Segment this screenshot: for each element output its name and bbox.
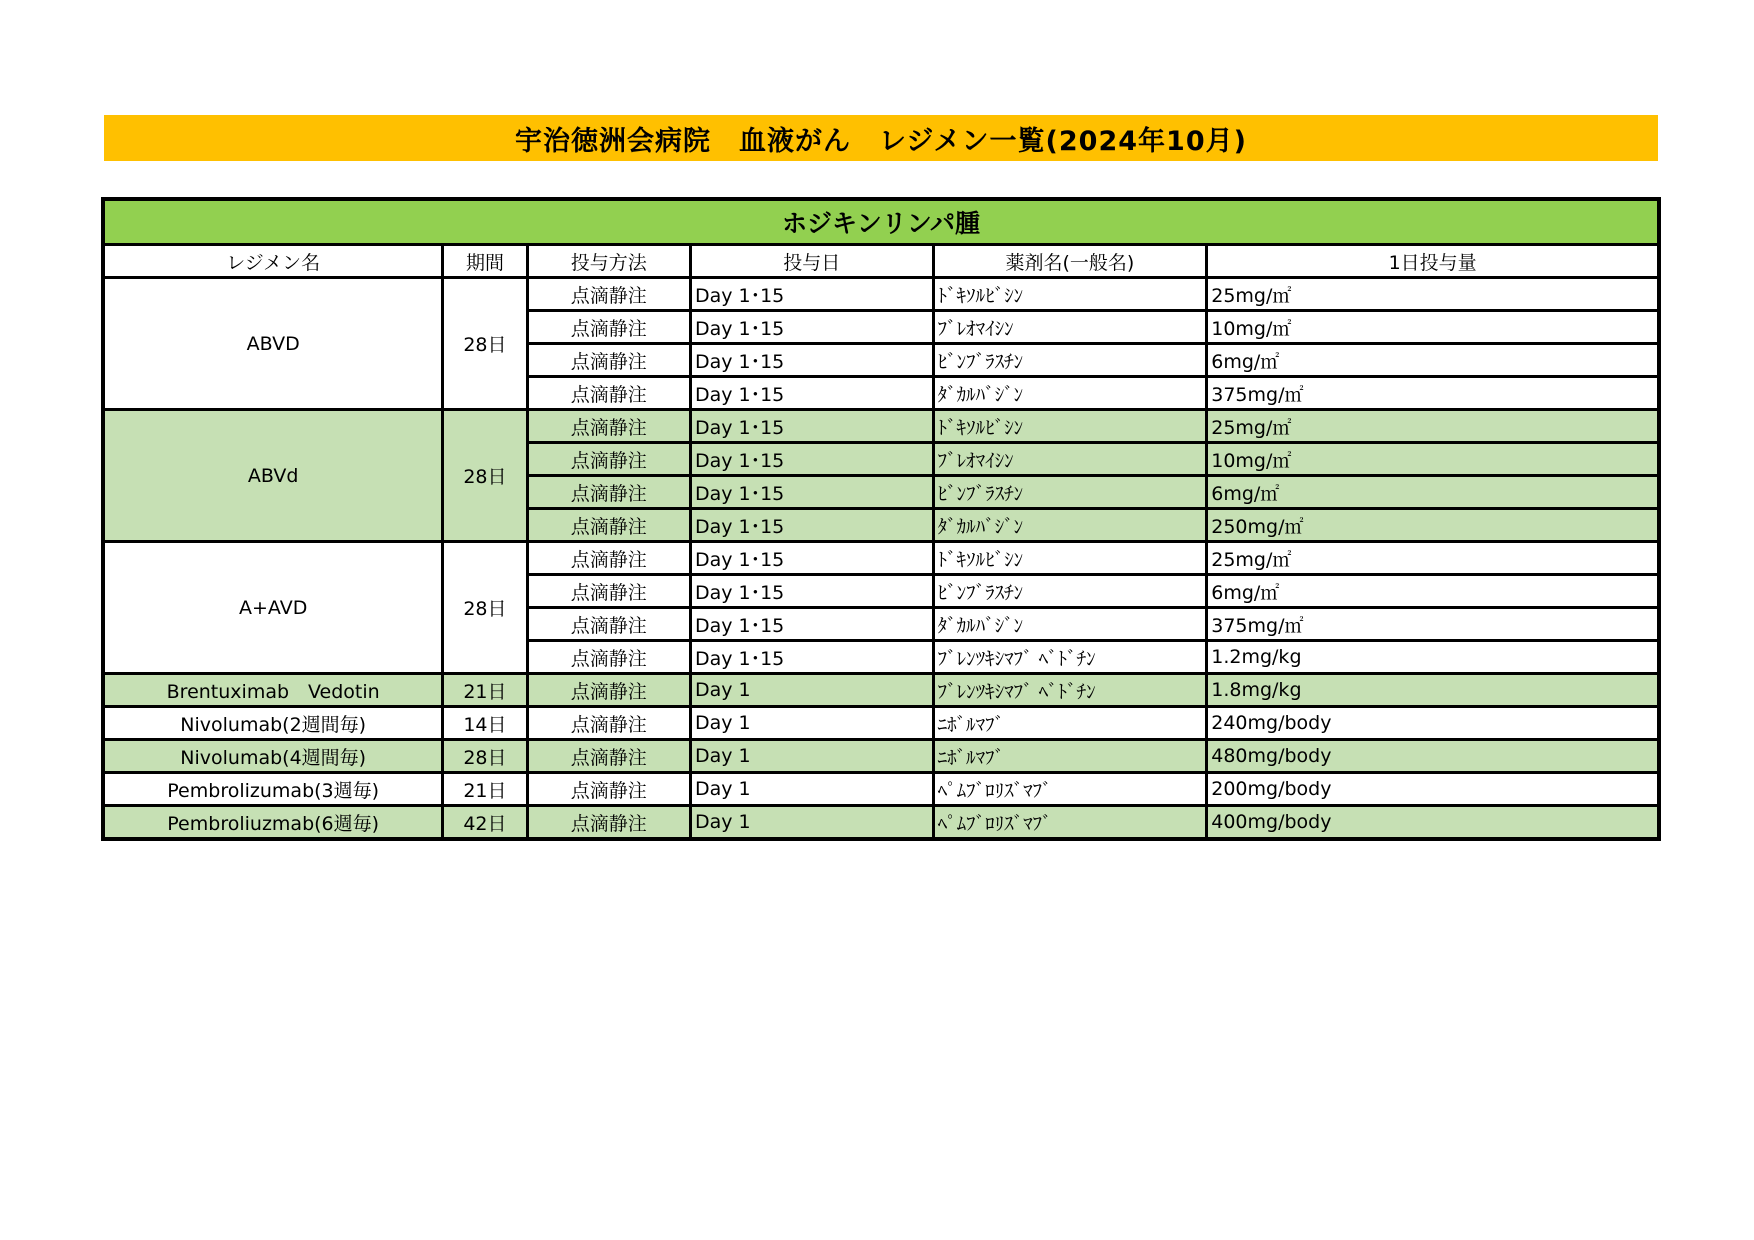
regimen-period: 28日 [443,278,527,410]
dose-cell: 6mg/㎡ [1207,344,1659,377]
dose-cell: 375mg/㎡ [1207,377,1659,410]
dose-cell: 25mg/㎡ [1207,542,1659,575]
route-cell: 点滴静注 [527,476,690,509]
dose-cell: 6mg/㎡ [1207,476,1659,509]
days-cell: Day 1･15 [690,476,933,509]
drug-cell: ﾄﾞｷｿﾙﾋﾞｼﾝ [933,278,1207,311]
days-cell: Day 1･15 [690,377,933,410]
drug-cell: ﾍﾟﾑﾌﾞﾛﾘｽﾞﾏﾌﾞ [933,773,1207,806]
days-cell: Day 1 [690,740,933,773]
regimen-table [101,197,1661,841]
dose-cell: 200mg/body [1207,773,1659,806]
days-cell: Day 1･15 [690,641,933,674]
drug-cell: ﾌﾞﾚﾝﾂｷｼﾏﾌﾞ ﾍﾞﾄﾞﾁﾝ [933,641,1207,674]
days-cell: Day 1･15 [690,575,933,608]
drug-cell: ﾀﾞｶﾙﾊﾞｼﾞﾝ [933,608,1207,641]
days-cell: Day 1･15 [690,344,933,377]
regimen-period: 28日 [443,410,527,542]
col-header-regimen: レジメン名 [103,245,443,278]
dose-cell: 250mg/㎡ [1207,509,1659,542]
page-title: 宇治徳洲会病院 血液がん レジメン一覧(2024年10月) [104,115,1658,161]
regimen-name: Nivolumab(2週間毎) [103,707,443,740]
drug-cell: ﾀﾞｶﾙﾊﾞｼﾞﾝ [933,377,1207,410]
route-cell: 点滴静注 [527,542,690,575]
drug-cell: ﾆﾎﾞﾙﾏﾌﾞ [933,707,1207,740]
drug-cell: ﾌﾞﾚｵﾏｲｼﾝ [933,443,1207,476]
route-cell: 点滴静注 [527,377,690,410]
drug-cell: ﾄﾞｷｿﾙﾋﾞｼﾝ [933,410,1207,443]
route-cell: 点滴静注 [527,278,690,311]
dose-cell: 6mg/㎡ [1207,575,1659,608]
dose-cell: 1.2mg/kg [1207,641,1659,674]
route-cell: 点滴静注 [527,707,690,740]
regimen-period: 28日 [443,740,527,773]
col-header-dose: 1日投与量 [1207,245,1659,278]
route-cell: 点滴静注 [527,575,690,608]
regimen-period: 21日 [443,674,527,707]
days-cell: Day 1 [690,773,933,806]
drug-cell: ﾋﾞﾝﾌﾞﾗｽﾁﾝ [933,575,1207,608]
table-row [103,278,1659,311]
route-cell: 点滴静注 [527,311,690,344]
regimen-name: Brentuximab Vedotin [103,674,443,707]
table-row [103,674,1659,707]
drug-cell: ﾀﾞｶﾙﾊﾞｼﾞﾝ [933,509,1207,542]
drug-cell: ﾋﾞﾝﾌﾞﾗｽﾁﾝ [933,344,1207,377]
drug-cell: ﾌﾞﾚﾝﾂｷｼﾏﾌﾞ ﾍﾞﾄﾞﾁﾝ [933,674,1207,707]
dose-cell: 400mg/body [1207,806,1659,840]
drug-cell: ﾍﾟﾑﾌﾞﾛﾘｽﾞﾏﾌﾞ [933,806,1207,840]
regimen-name: Nivolumab(4週間毎) [103,740,443,773]
dose-cell: 375mg/㎡ [1207,608,1659,641]
route-cell: 点滴静注 [527,509,690,542]
route-cell: 点滴静注 [527,641,690,674]
regimen-name: ABVD [103,278,443,410]
regimen-name: A+AVD [103,542,443,674]
col-header-route: 投与方法 [527,245,690,278]
dose-cell: 1.8mg/kg [1207,674,1659,707]
regimen-name: ABVd [103,410,443,542]
drug-cell: ﾄﾞｷｿﾙﾋﾞｼﾝ [933,542,1207,575]
drug-cell: ﾆﾎﾞﾙﾏﾌﾞ [933,740,1207,773]
regimen-period: 28日 [443,542,527,674]
dose-cell: 10mg/㎡ [1207,443,1659,476]
route-cell: 点滴静注 [527,740,690,773]
section-title: ホジキンリンパ腫 [103,199,1659,245]
days-cell: Day 1 [690,707,933,740]
dose-cell: 25mg/㎡ [1207,278,1659,311]
regimen-name: Pembrolizumab(3週毎) [103,773,443,806]
dose-cell: 480mg/body [1207,740,1659,773]
route-cell: 点滴静注 [527,806,690,840]
days-cell: Day 1･15 [690,608,933,641]
dose-cell: 25mg/㎡ [1207,410,1659,443]
table-row [103,773,1659,806]
days-cell: Day 1･15 [690,311,933,344]
days-cell: Day 1 [690,806,933,840]
regimen-period: 14日 [443,707,527,740]
days-cell: Day 1･15 [690,278,933,311]
col-header-drug: 薬剤名(一般名) [933,245,1207,278]
days-cell: Day 1 [690,674,933,707]
col-header-days: 投与日 [690,245,933,278]
col-header-period: 期間 [443,245,527,278]
table-row [103,542,1659,575]
table-row [103,740,1659,773]
route-cell: 点滴静注 [527,410,690,443]
regimen-period: 21日 [443,773,527,806]
route-cell: 点滴静注 [527,674,690,707]
table-row [103,707,1659,740]
regimen-period: 42日 [443,806,527,840]
dose-cell: 10mg/㎡ [1207,311,1659,344]
days-cell: Day 1･15 [690,509,933,542]
days-cell: Day 1･15 [690,443,933,476]
days-cell: Day 1･15 [690,542,933,575]
drug-cell: ﾌﾞﾚｵﾏｲｼﾝ [933,311,1207,344]
regimen-name: Pembroliuzmab(6週毎) [103,806,443,840]
route-cell: 点滴静注 [527,773,690,806]
section-header-row [103,199,1659,245]
route-cell: 点滴静注 [527,344,690,377]
drug-cell: ﾋﾞﾝﾌﾞﾗｽﾁﾝ [933,476,1207,509]
route-cell: 点滴静注 [527,608,690,641]
table-row [103,410,1659,443]
table-row [103,806,1659,840]
dose-cell: 240mg/body [1207,707,1659,740]
days-cell: Day 1･15 [690,410,933,443]
route-cell: 点滴静注 [527,443,690,476]
column-header-row [103,245,1659,278]
